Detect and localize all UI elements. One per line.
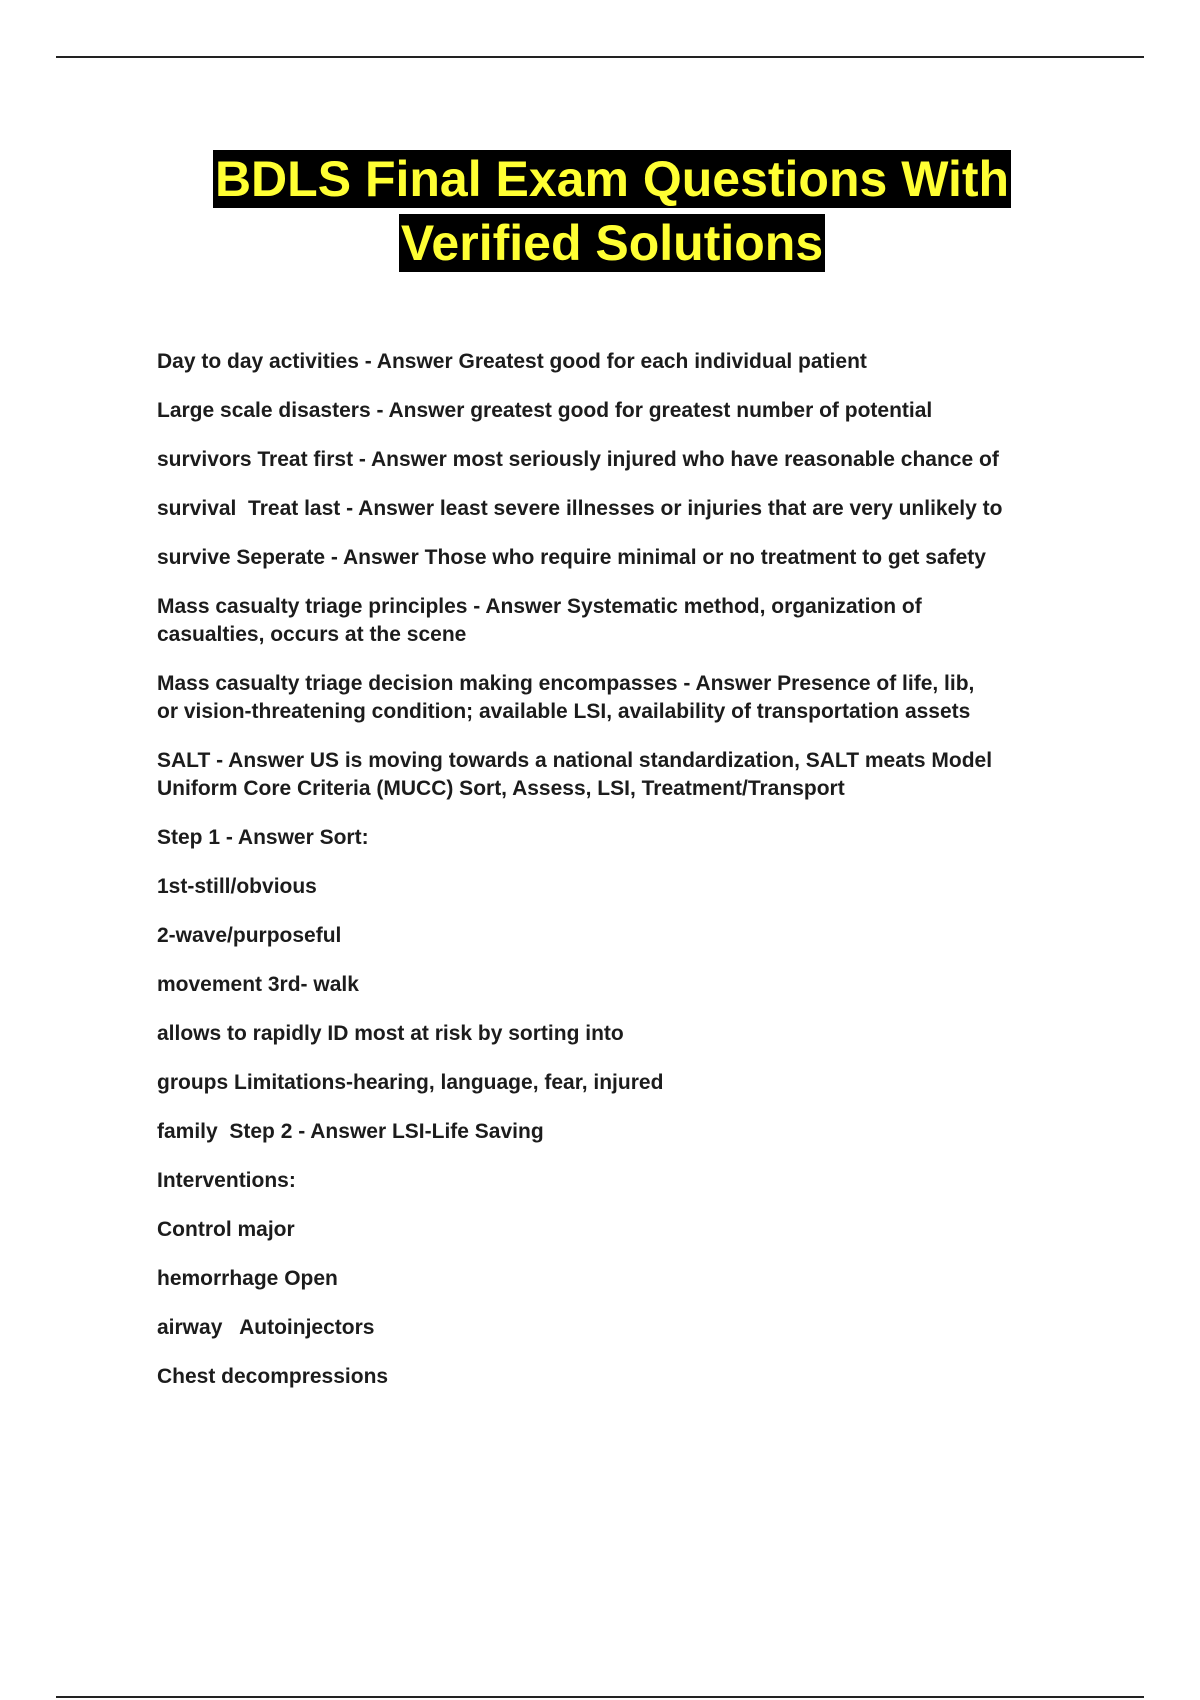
title-line-1: BDLS Final Exam Questions With [214,151,1010,207]
text-line: hemorrhage Open [157,1267,338,1290]
text-line: Control major [157,1218,295,1241]
text-line: allows to rapidly ID most at risk by sorting into [157,1022,624,1045]
text-line: Chest decompressions [157,1365,389,1388]
document-body [157,348,1057,1412]
bottom-rule [56,1696,1144,1698]
text-line: survival Treat last - Answer least severe illnesses or injuries that are very unlikely to [157,497,1003,520]
text-line: airway Autoinjectors [157,1316,375,1339]
text-line: movement 3rd- walk [157,973,359,996]
text-line: 2-wave/purposeful [157,924,342,947]
text-paragraph: Mass casualty triage decision making encompasses - Answer Presence of life, lib, or vision-threatening condition; available LSI, availability of transportation assets [157,672,975,723]
text-line: Step 1 - Answer Sort: [157,826,369,849]
text-paragraph: Mass casualty triage principles - Answer Systematic method, organization of casualties, occurs at the scene [157,595,922,646]
text-line: survive Seperate - Answer Those who require minimal or no treatment to get safety [157,546,986,569]
text-line: 1st-still/obvious [157,875,317,898]
text-line: Interventions: [157,1169,296,1192]
text-line: family Step 2 - Answer LSI-Life Saving [157,1120,544,1143]
top-rule [56,56,1144,58]
title-line-2: Verified Solutions [400,215,824,271]
text-line: Large scale disasters - Answer greatest good for greatest number of potential [157,399,933,422]
text-paragraph: SALT - Answer US is moving towards a national standardization, SALT meats Model Uniform Core Criteria (MUCC) Sort, Assess, LSI, Treatment/Transport [157,749,993,800]
text-line: survivors Treat first - Answer most seriously injured who have reasonable chance of [157,448,999,471]
text-line: Day to day activities - Answer Greatest good for each individual patient [157,350,867,373]
document-title [0,150,1200,272]
text-line: groups Limitations-hearing, language, fear, injured [157,1071,664,1094]
